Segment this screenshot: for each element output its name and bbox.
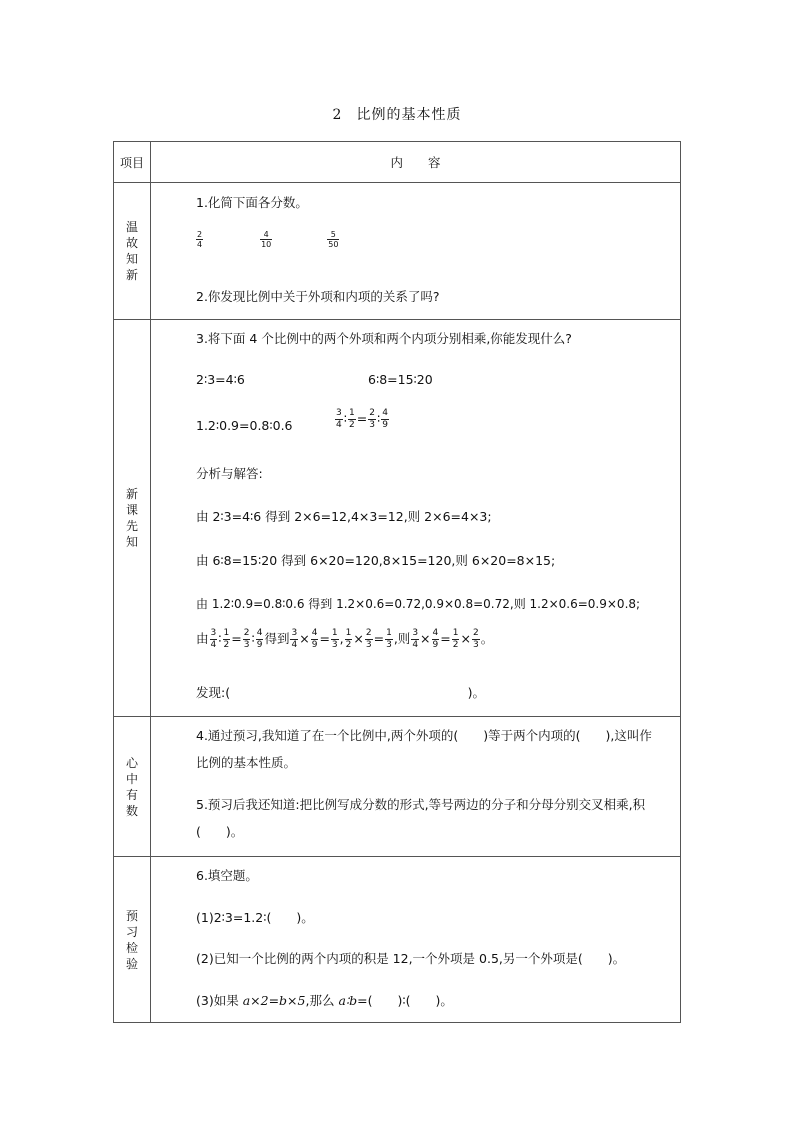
question-3: 3.将下面 4 个比例中的两个外项和两个内项分别相乘,你能发现什么? xyxy=(196,331,572,346)
answer-line-4: 由 $\frac{3}{4}$ ∶ $\frac{1}{2}$ = $\frac{2}{3}$ ∶ $\frac{4}{9}$ 得到 $\frac{3}{4}$ × $\frac{4}{9}$ = $\frac{1}{3}$ , $\frac{1}{2}$ × $\frac{2}{3}$ = $\frac{1}{3}$ ,则 $\frac{3}{4}$ × $\frac{4}{9}$ = $\frac{1}{2}$ × $\frac{2}{3}$ 。 xyxy=(196,628,494,650)
section-label-preview: 新课先知 xyxy=(125,487,138,549)
page-title xyxy=(0,104,794,124)
answer-line-2: 由 6∶8=15∶20 得到 6×20=120,8×15=120,则 6×20=8×15; xyxy=(196,553,556,568)
answer-line-3: 由 1.2∶0.9=0.8∶0.6 得到 1.2×0.6=0.72,0.9×0.8=0.72,则 1.2×0.6=0.9×0.8; xyxy=(196,597,641,611)
proportion-4: $\frac{3}{4}$ ∶ $\frac{1}{2}$ = $\frac{2}{3}$ ∶ $\frac{4}{9}$ xyxy=(336,408,388,430)
question-6-3: (3)如果 a×2=b×5,那么 a∶b=( )∶( )。 xyxy=(196,993,453,1008)
header-item-label: 项目 xyxy=(119,155,144,170)
question-5-line-1: 5.预习后我还知道:把比例写成分数的形式,等号两边的分子和分母分别交叉相乘,积 xyxy=(196,797,646,812)
row-preview xyxy=(114,320,681,717)
proportion-1: 2∶3=4∶6 xyxy=(196,372,245,387)
side-cell-review xyxy=(114,183,151,320)
header-item-cell xyxy=(114,142,151,183)
fraction-list xyxy=(195,230,340,249)
side-cell-check xyxy=(114,857,151,1023)
discovery-line: 发现:( )。 xyxy=(196,685,485,700)
section-label-mind: 心中有数 xyxy=(125,755,138,818)
content-cell-check xyxy=(151,857,681,1023)
question-4-line-2: 比例的基本性质。 xyxy=(196,755,297,770)
question-2: 2.你发现比例中关于外项和内项的关系了吗? xyxy=(196,289,440,304)
row-check xyxy=(114,857,681,1023)
title-number: 2 xyxy=(332,107,343,123)
fraction-1: $\frac{2}{4}$ xyxy=(197,230,203,249)
section-label-check: 预习检验 xyxy=(125,908,138,971)
section-label-review: 温故知新 xyxy=(125,220,138,282)
header-row xyxy=(114,142,681,183)
content-cell-preview xyxy=(151,320,681,717)
fraction-2: $\frac{4}{10}$ xyxy=(261,230,272,249)
header-content-label: 内 容 xyxy=(390,155,441,170)
content-cell-mind xyxy=(151,717,681,857)
proportion-2: 6∶8=15∶20 xyxy=(368,372,433,387)
analysis-heading: 分析与解答: xyxy=(196,466,263,481)
title-text: 比例的基本性质 xyxy=(356,107,462,123)
answer-line-1: 由 2∶3=4∶6 得到 2×6=12,4×3=12,则 2×6=4×3; xyxy=(196,509,492,524)
proportion-3: 1.2∶0.9=0.8∶0.6 xyxy=(196,418,293,433)
header-content-cell xyxy=(151,142,681,183)
worksheet-table xyxy=(113,141,681,1023)
side-cell-mind xyxy=(114,717,151,857)
row-mind xyxy=(114,717,681,857)
question-1: 1.化简下面各分数。 xyxy=(196,195,308,210)
fraction-3: $\frac{5}{50}$ xyxy=(328,230,339,249)
side-cell-preview xyxy=(114,320,151,717)
question-5-line-2: ( )。 xyxy=(196,824,244,839)
question-6-1: (1)2∶3=1.2∶( )。 xyxy=(196,910,314,925)
row-review xyxy=(114,183,681,320)
question-4-line-1: 4.通过预习,我知道了在一个比例中,两个外项的( )等于两个内项的( ),这叫作 xyxy=(196,728,652,743)
question-6-2: (2)已知一个比例的两个内项的积是 12,一个外项是 0.5,另一个外项是( )。 xyxy=(196,951,626,966)
content-cell-review xyxy=(151,183,681,320)
question-6: 6.填空题。 xyxy=(196,868,258,883)
